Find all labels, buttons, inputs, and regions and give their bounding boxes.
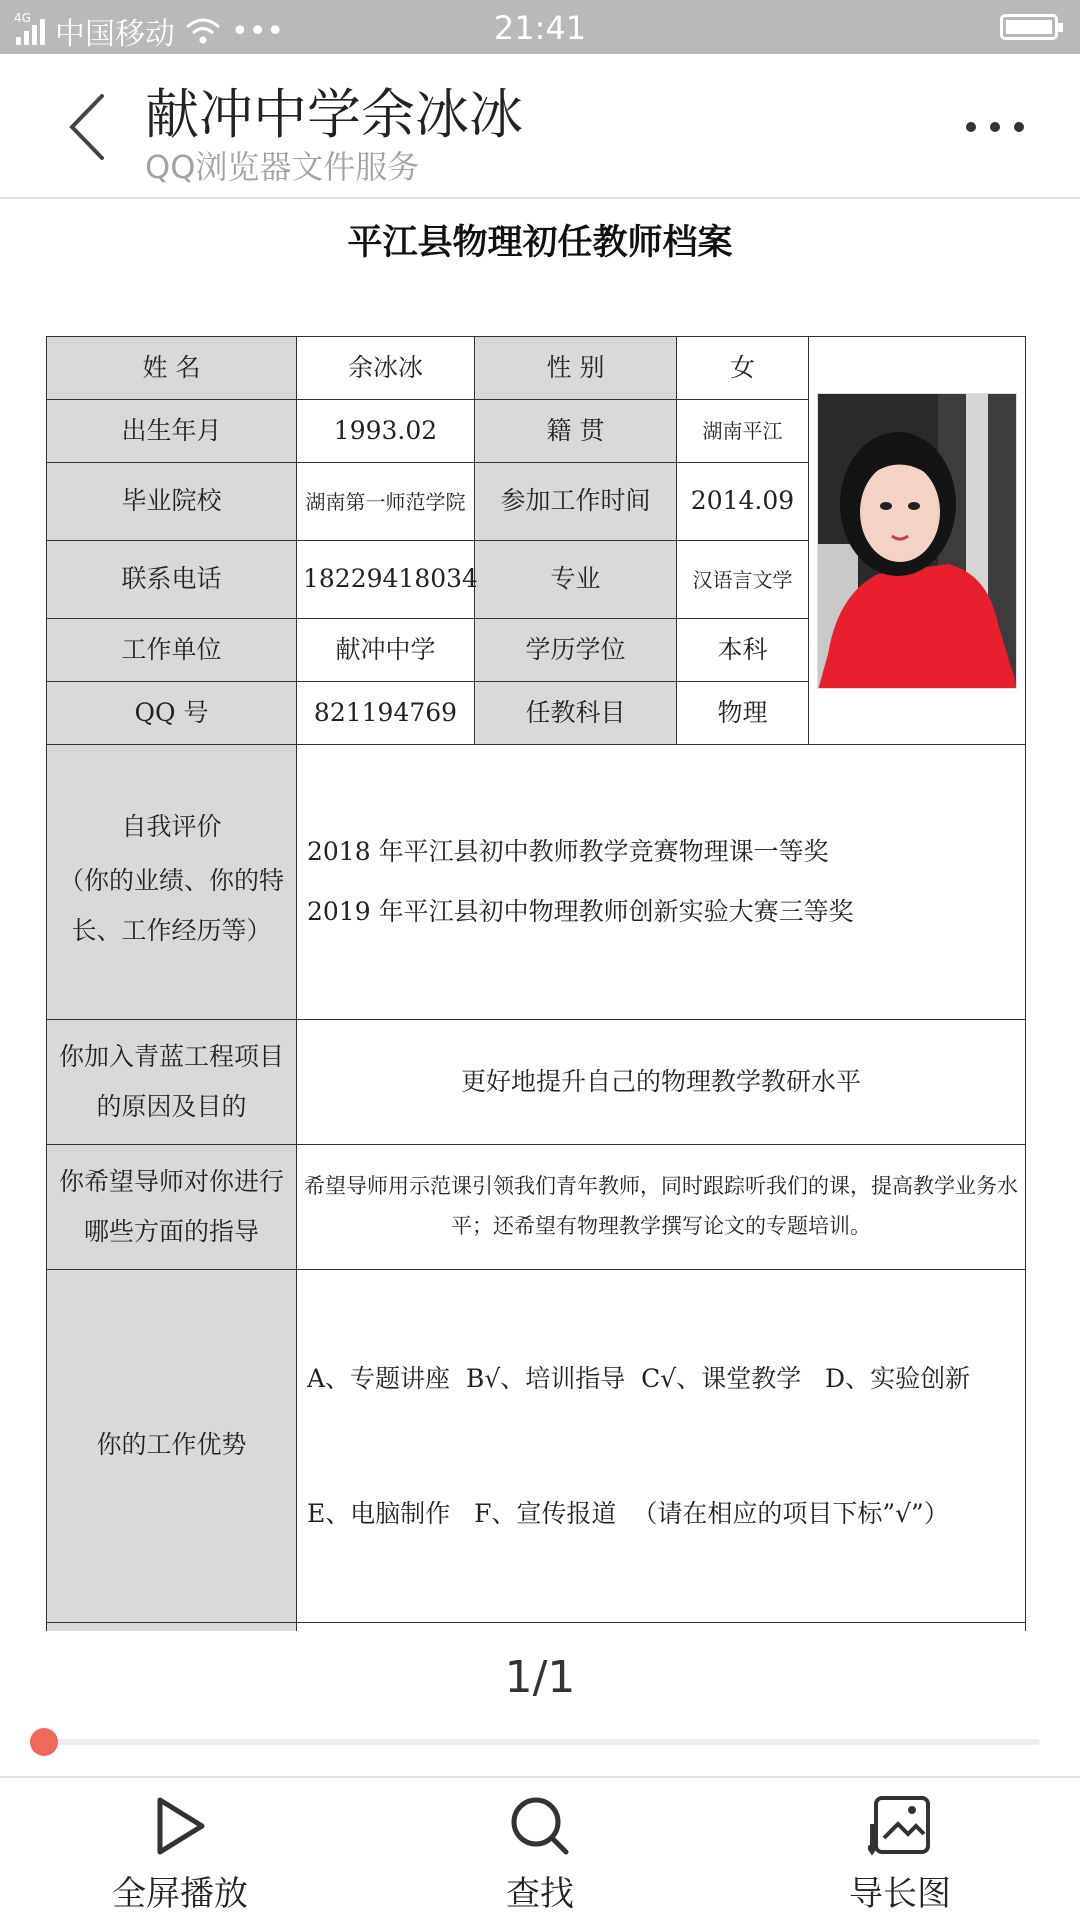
teacher-photo <box>817 393 1017 689</box>
clock: 21:41 <box>493 9 587 47</box>
table-row <box>47 337 1026 400</box>
find-button[interactable] <box>430 1794 650 1915</box>
label-cell <box>47 1622 297 1631</box>
photo-cell <box>809 337 1026 745</box>
carrier-name: 中国移动 <box>55 17 175 52</box>
self-eval-line: 2019 年平江县初中物理教师创新实验大赛三等奖 <box>307 897 854 926</box>
value-cell: 汉语言文学 <box>677 541 809 619</box>
label-cell: 你加入青蓝工程项目的原因及目的 <box>47 1020 297 1145</box>
table-row <box>47 1622 1026 1631</box>
page-subtitle: QQ浏览器文件服务 <box>145 148 420 186</box>
value-cell: 余冰冰 <box>297 337 475 400</box>
back-button[interactable] <box>62 92 122 162</box>
value-cell: 献冲中学 <box>297 619 475 682</box>
value-cell: 物理 <box>677 682 809 745</box>
label-cell: 参加工作时间 <box>475 463 677 541</box>
value-cell: 本科 <box>677 619 809 682</box>
advantages-line: E、电脑制作 F、宣传报道 （请在相应的项目下标”√”） <box>307 1498 949 1528</box>
table-row <box>47 1270 1026 1623</box>
value-cell <box>297 1622 1026 1631</box>
label-cell: 姓 名 <box>47 337 297 400</box>
battery-icon <box>1000 14 1058 40</box>
more-dot-icon <box>990 122 1000 132</box>
bottom-toolbar <box>0 1776 1080 1920</box>
label-cell: 你的工作优势 <box>47 1270 297 1623</box>
document-title: 平江县物理初任教师档案 <box>347 222 733 263</box>
value-cell: 希望导师用示范课引领我们青年教师，同时跟踪听我们的课，提高教学业务水平；还希望有物理教学撰写论文的专题培训。 <box>297 1145 1026 1270</box>
play-icon <box>150 1794 210 1858</box>
self-eval-hint: （你的业绩、你的特长、工作经历等） <box>58 866 284 946</box>
status-bar <box>0 0 1080 54</box>
page-title: 献冲中学余冰冰 <box>145 83 523 146</box>
table-row <box>47 1020 1026 1145</box>
document-viewer[interactable] <box>0 201 1080 1631</box>
table-row <box>47 1145 1026 1270</box>
teacher-profile-table <box>46 336 1026 1631</box>
value-cell <box>297 1270 1026 1623</box>
label-cell: 出生年月 <box>47 400 297 463</box>
search-icon <box>508 1794 572 1858</box>
advantages-line: A、专题讲座 B√、培训指导 C√、课堂教学 D、实验创新 <box>307 1363 971 1393</box>
label-cell: 专业 <box>475 541 677 619</box>
label-cell: 联系电话 <box>47 541 297 619</box>
page-indicator: 1/1 <box>504 1652 576 1703</box>
label-cell: QQ 号 <box>47 682 297 745</box>
more-menu-button[interactable] <box>966 122 1024 132</box>
value-cell <box>297 745 1026 1020</box>
label-cell: 任教科目 <box>475 682 677 745</box>
self-eval-label: 自我评价 <box>121 811 222 841</box>
label-cell: 籍 贯 <box>475 400 677 463</box>
self-eval-line: 2018 年平江县初中教师教学竞赛物理课一等奖 <box>307 837 829 866</box>
export-long-image-button[interactable] <box>790 1794 1010 1915</box>
value-cell: 女 <box>677 337 809 400</box>
export-long-image-label: 导长图 <box>849 1874 951 1914</box>
value-cell: 18229418034 <box>297 541 475 619</box>
status-dots: ••• <box>231 13 285 49</box>
more-dot-icon <box>966 122 976 132</box>
network-type: 4G <box>14 11 31 25</box>
label-cell: 性 别 <box>475 337 677 400</box>
progress-track[interactable] <box>44 1739 1040 1745</box>
find-label: 查找 <box>506 1874 574 1914</box>
export-image-icon <box>868 1794 932 1858</box>
chevron-left-icon <box>62 92 122 162</box>
value-cell: 更好地提升自己的物理教学教研水平 <box>297 1020 1026 1145</box>
title-bar <box>0 54 1080 199</box>
label-cell: 你希望导师对你进行哪些方面的指导 <box>47 1145 297 1270</box>
value-cell: 湖南第一师范学院 <box>297 463 475 541</box>
fullscreen-play-label: 全屏播放 <box>112 1874 248 1914</box>
value-cell: 湖南平江 <box>677 400 809 463</box>
table-row <box>47 745 1026 1020</box>
value-cell: 2014.09 <box>677 463 809 541</box>
fullscreen-play-button[interactable] <box>70 1794 290 1915</box>
label-cell: 工作单位 <box>47 619 297 682</box>
value-cell: 1993.02 <box>297 400 475 463</box>
label-cell: 毕业院校 <box>47 463 297 541</box>
label-cell <box>47 745 297 1020</box>
progress-handle[interactable] <box>30 1728 58 1756</box>
more-dot-icon <box>1014 122 1024 132</box>
value-cell: 821194769 <box>297 682 475 745</box>
label-cell: 学历学位 <box>475 619 677 682</box>
